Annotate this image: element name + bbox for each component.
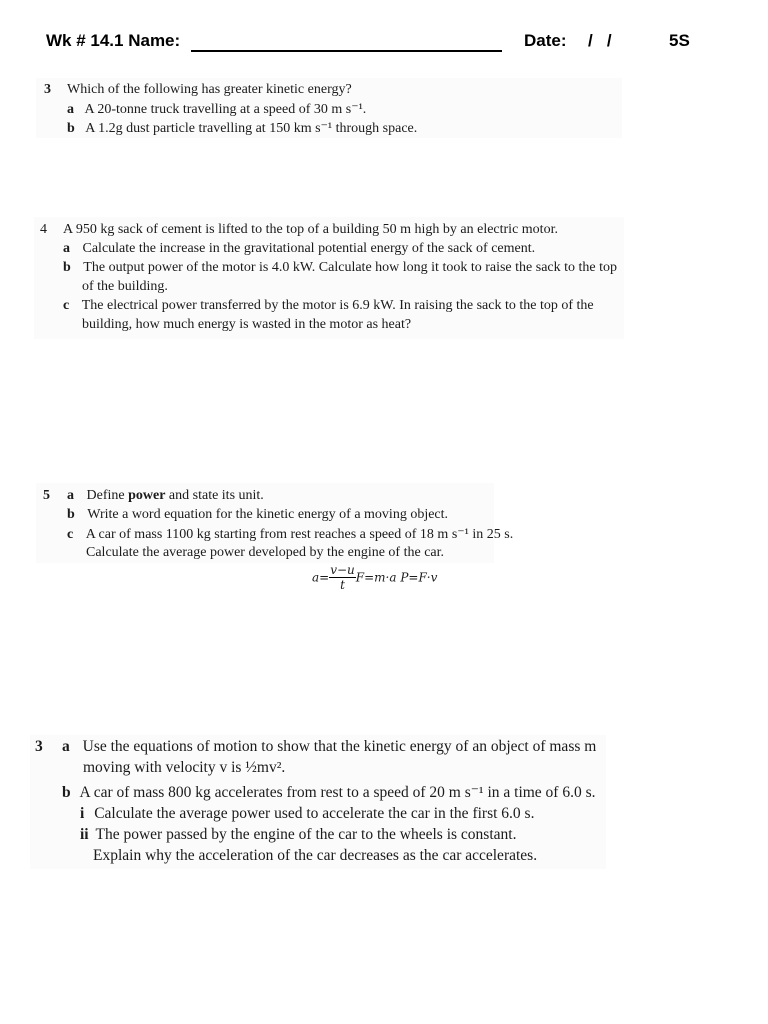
part-b	[62, 783, 596, 802]
part-b-continued: of the building.	[82, 279, 168, 294]
part-b-i	[80, 805, 534, 823]
class-code: 5S	[669, 31, 690, 50]
formula-acceleration-lhs: a=	[312, 570, 330, 585]
part-b	[63, 260, 617, 276]
formula-fraction	[329, 563, 356, 592]
part-label: b	[62, 784, 71, 801]
question-5-power	[36, 483, 514, 563]
part-text: The electrical power transferred by the motor is 6.9 kW. In raising the sack to the top of the	[81, 298, 594, 313]
part-b	[67, 120, 417, 137]
part-label: a	[67, 488, 74, 503]
date-label: Date:	[524, 31, 567, 50]
part-text: The power passed by the engine of the car to the wheels is constant.	[95, 826, 517, 843]
formula-denominator: t	[340, 578, 345, 592]
worksheet-header	[0, 28, 768, 58]
week-name-label: Wk # 14.1 Name:	[46, 31, 181, 50]
question-number: 3	[44, 82, 51, 97]
part-b	[67, 507, 448, 523]
part-label: a	[67, 102, 74, 117]
part-label: a	[63, 241, 70, 256]
part-text-pre: Define	[86, 488, 129, 503]
question-number: 3	[35, 738, 43, 755]
part-label: a	[62, 738, 70, 755]
part-text: A 1.2g dust particle travelling at 150 km s⁻¹ through space.	[85, 121, 418, 136]
part-text: A car of mass 800 kg accelerates from rest to a speed of 20 m s⁻¹ in a time of 6.0 s.	[79, 784, 596, 801]
part-text: Use the equations of motion to show that the kinetic energy of an object of mass m	[82, 738, 597, 755]
date-slashes: / /	[588, 31, 612, 50]
question-3-car-power	[30, 735, 606, 869]
part-b-ii-continued: Explain why the acceleration of the car decreases as the car accelerates.	[93, 847, 538, 864]
part-label: c	[67, 527, 74, 542]
part-text-post: and state its unit.	[165, 488, 264, 503]
part-text: The output power of the motor is 4.0 kW. Calculate how long it took to raise the sack to the top	[83, 260, 618, 275]
part-a	[62, 738, 596, 756]
part-label: i	[80, 805, 85, 822]
name-blank-line	[191, 50, 502, 52]
question-stem: A 950 kg sack of cement is lifted to the top of a building 50 m high by an electric motor.	[63, 222, 558, 237]
part-label: b	[63, 260, 71, 275]
part-text: A 20-tonne truck travelling at a speed of 30 m s⁻¹.	[84, 102, 367, 117]
part-b-ii	[80, 826, 516, 844]
part-label: c	[63, 298, 70, 313]
part-text-bold: power	[128, 488, 166, 503]
formula-force-power: F=m·a P=F·v	[355, 570, 438, 585]
part-label: b	[67, 507, 75, 522]
part-label: ii	[80, 826, 89, 843]
question-number: 5	[43, 488, 50, 503]
part-label: b	[67, 121, 75, 136]
question-stem: Which of the following has greater kinetic energy?	[67, 82, 352, 97]
question-number: 4	[40, 222, 47, 237]
part-c	[63, 298, 594, 314]
part-c-continued: Calculate the average power developed by the engine of the car.	[86, 545, 445, 560]
part-a	[67, 101, 366, 118]
question-4-cement-sack	[34, 217, 624, 339]
part-c	[67, 526, 513, 543]
part-text: A car of mass 1100 kg starting from rest reaches a speed of 18 m s⁻¹ in 25 s.	[85, 527, 514, 542]
part-text: Write a word equation for the kinetic energy of a moving object.	[87, 507, 449, 522]
part-text: Calculate the average power used to accelerate the car in the first 6.0 s.	[94, 805, 535, 822]
formula-numerator: v−u	[330, 563, 355, 577]
part-a	[63, 241, 535, 257]
part-c-continued: building, how much energy is wasted in the motor as heat?	[82, 317, 412, 332]
part-text: Calculate the increase in the gravitational potential energy of the sack of cement.	[82, 241, 536, 256]
formula-line	[312, 563, 437, 599]
question-3-kinetic-energy	[36, 78, 622, 138]
part-a-continued: moving with velocity v is ½mv².	[83, 759, 286, 776]
part-a	[67, 488, 264, 504]
